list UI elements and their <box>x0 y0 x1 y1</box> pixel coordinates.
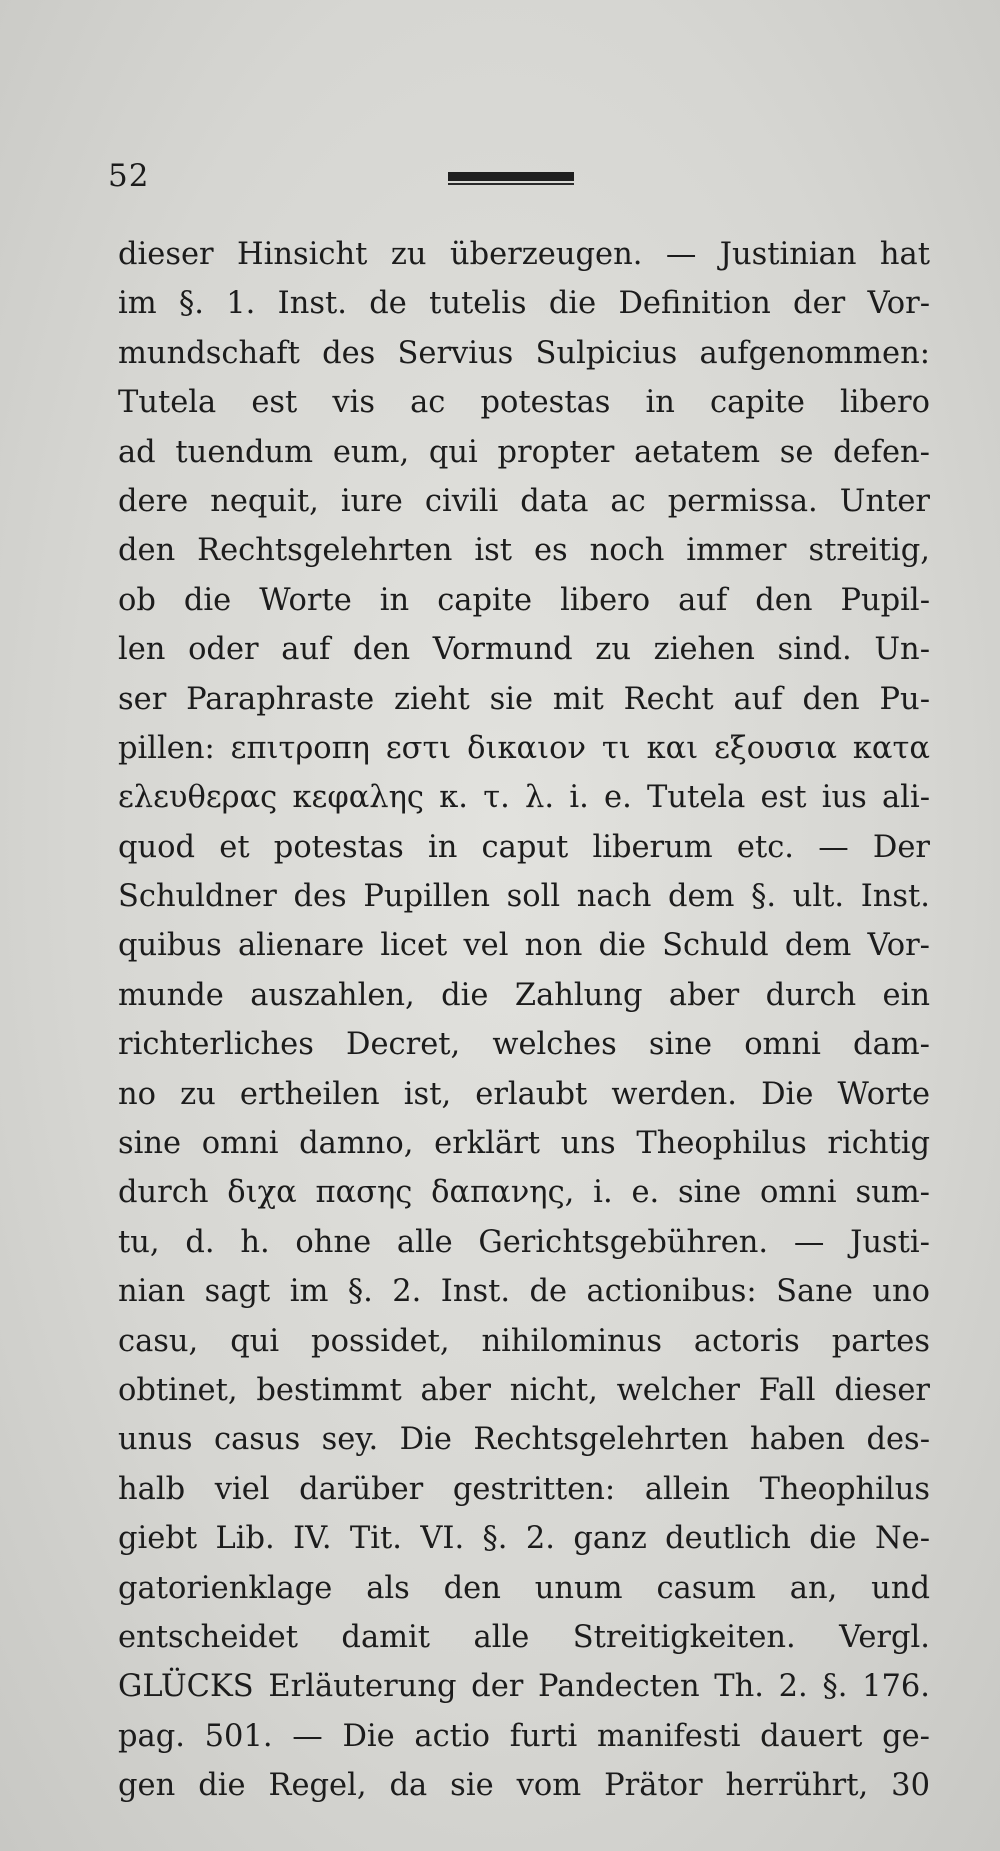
text-line-23: casu, qui possidet, nihilominus actoris partes <box>118 1323 930 1359</box>
text-line-3: mundschaft des Servius Sulpicius aufgenommen: <box>118 335 930 371</box>
text-line-7: den Rechtsgelehrten ist es noch immer streitig, <box>118 533 930 569</box>
text-line-12: ελευθερας κεφαλης κ. τ. λ. i. e. Tutela est ius ali- <box>118 780 930 816</box>
text-line-22: nian sagt im §. 2. Inst. de actionibus: Sane uno <box>118 1274 930 1310</box>
text-line-13: quod et potestas in caput liberum etc. — Der <box>118 829 930 865</box>
text-line-21: tu, d. h. ohne alle Gerichtsgebühren. — Justi- <box>118 1224 930 1260</box>
text-line-11: pillen: επιτροπη εστι δικαιον τι και εξουσια κατα <box>118 730 930 766</box>
page-number: 52 <box>108 158 150 194</box>
text-line-16: munde auszahlen, die Zahlung aber durch ein <box>118 977 930 1013</box>
text-line-20: durch διχα πασης δαπανης, i. e. sine omni sum- <box>118 1175 930 1211</box>
text-line-9: len oder auf den Vormund zu ziehen sind. Un- <box>118 632 930 668</box>
text-line-18: no zu ertheilen ist, erlaubt werden. Die Worte <box>118 1076 930 1112</box>
text-line-14: Schuldner des Pupillen soll nach dem §. ult. Inst. <box>118 879 930 915</box>
text-line-29: entscheidet damit alle Streitigkeiten. Vergl. <box>118 1619 930 1655</box>
text-line-1: dieser Hinsicht zu überzeugen. — Justinian hat <box>118 237 930 272</box>
text-line-2: im §. 1. Inst. de tutelis die Definition der Vor- <box>118 286 930 322</box>
body-text <box>118 230 930 1811</box>
text-line-19: sine omni damno, erklärt uns Theophilus richtig <box>118 1126 930 1162</box>
text-line-24: obtinet, bestimmt aber nicht, welcher Fall dieser <box>118 1372 930 1408</box>
text-line-6: dere nequit, iure civili data ac permissa. Unter <box>118 483 930 519</box>
text-line-5: ad tuendum eum, qui propter aetatem se defen- <box>118 434 930 470</box>
text-line-26: halb viel darüber gestritten: allein Theophilus <box>118 1471 930 1507</box>
text-line-17: richterliches Decret, welches sine omni dam- <box>118 1027 930 1063</box>
header-rule <box>448 172 574 186</box>
text-line-27: giebt Lib. IV. Tit. VI. §. 2. ganz deutlich die Ne- <box>118 1521 930 1557</box>
text-line-25: unus casus sey. Die Rechtsgelehrten haben des- <box>118 1422 930 1458</box>
text-line-8: ob die Worte in capite libero auf den Pupil- <box>118 582 930 618</box>
text-line-10: ser Paraphraste zieht sie mit Recht auf den Pu- <box>118 681 930 717</box>
text-line-30: GLÜCKS Erläuterung der Pandecten Th. 2. §. 176. <box>118 1669 930 1705</box>
text-line-28: gatorienklage als den unum casum an, und <box>118 1570 930 1606</box>
text-line-4: Tutela est vis ac potestas in capite libero <box>118 385 930 421</box>
text-line-32: gen die Regel, da sie vom Prätor herrührt, 30 <box>118 1768 930 1804</box>
text-line-15: quibus alienare licet vel non die Schuld dem Vor- <box>118 928 930 964</box>
text-line-31: pag. 501. — Die actio furti manifesti dauert ge- <box>118 1718 930 1754</box>
